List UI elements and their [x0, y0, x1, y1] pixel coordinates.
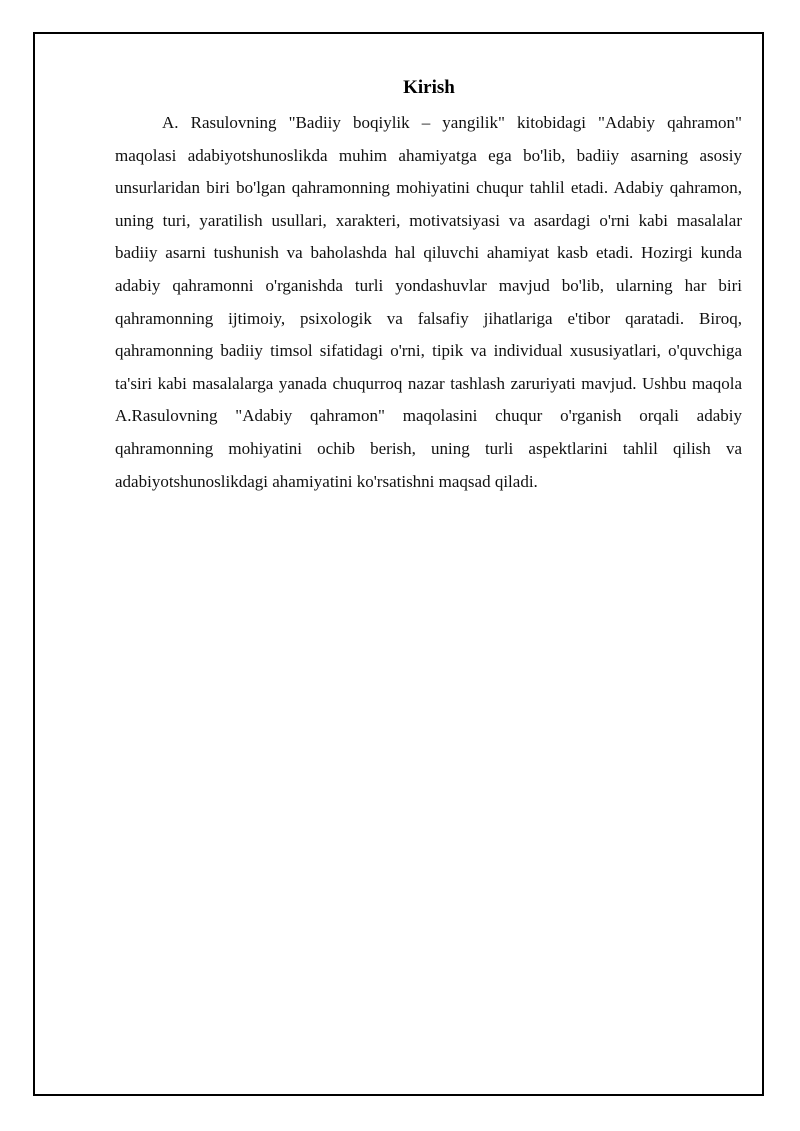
intro-paragraph: A. Rasulovning "Badiiy boqiylik – yangilik" kitobidagi "Adabiy qahramon" maqolasi adabiyotshunoslikda muhim ahamiyatga ega bo'lib, badiiy asarning asosiy unsurlaridan biri bo'lgan qahramonning mohiyatini chuqur tahlil etadi. Adabiy qahramon, uning turi, yaratilish usullari, xarakteri, motivatsiyasi va asardagi o'rni kabi masalalar badiiy asarni tushunish va baholashda hal qiluvchi ahamiyat kasb etadi. Hozirgi kunda adabiy qahramonni o'rganishda turli yondashuvlar mavjud bo'lib, ularning har biri qahramonning ijtimoiy, psixologik va falsafiy jihatlariga e'tibor qaratadi. Biroq, qahramonning badiiy timsol sifatidagi o'rni, tipik va individual xususiyatlari, o'quvchiga ta'siri kabi masalalarga yanada chuqurroq nazar tashlash zaruriyati mavjud. Ushbu maqola A.Rasulovning "Adabiy qahramon" maqolasini chuqur o'rganish orqali adabiy qahramonning mohiyatini ochib berish, uning turli aspektlarini tahlil qilish va adabiyotshunoslikdagi ahamiyatini ko'rsatishni maqsad qiladi.	[115, 113, 742, 491]
section-heading: Kirish	[403, 77, 455, 98]
